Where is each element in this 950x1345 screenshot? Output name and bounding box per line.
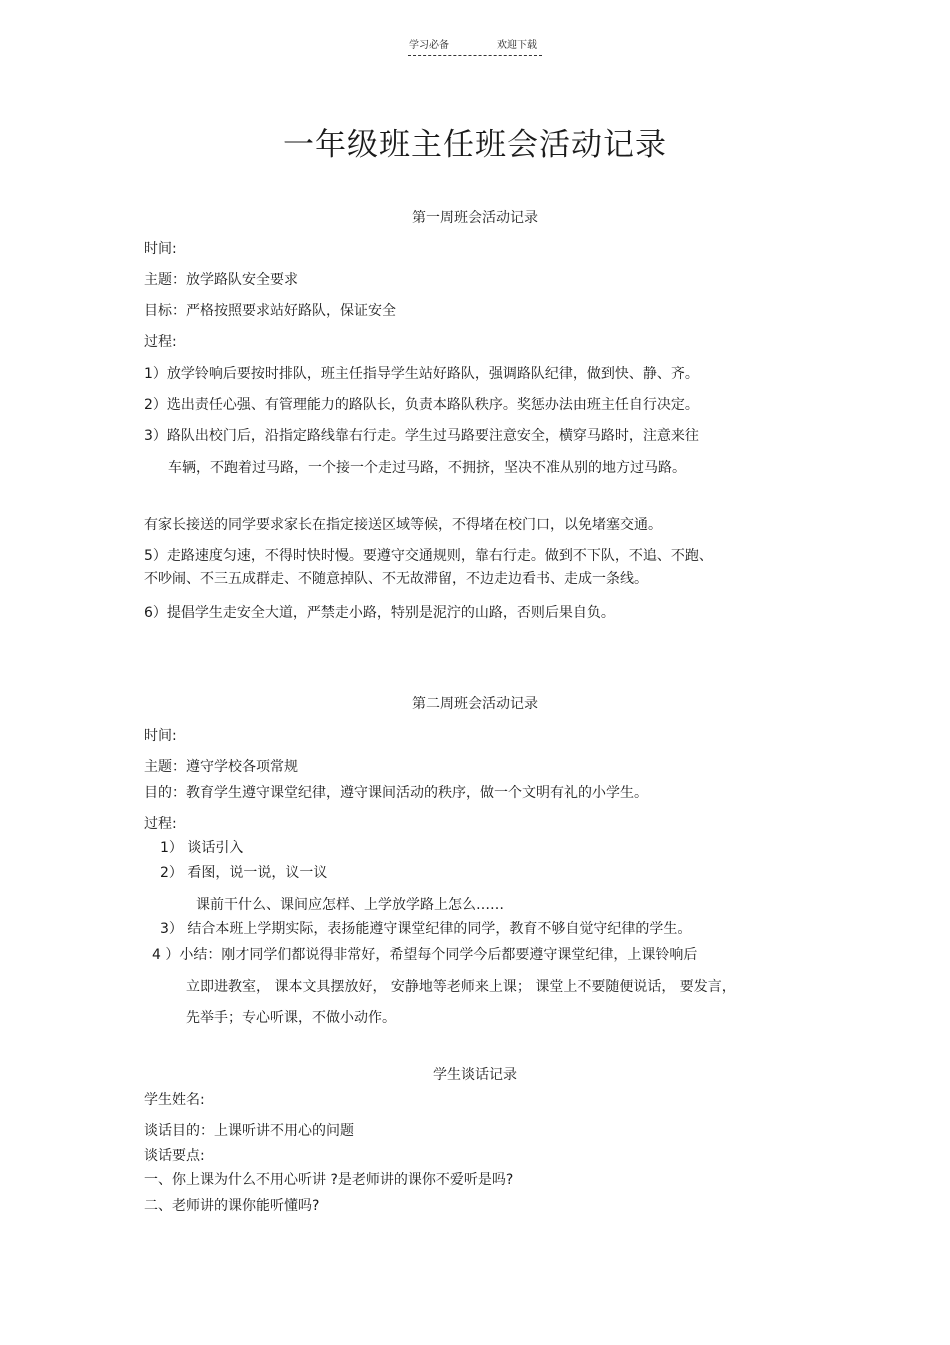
week2-step-3: 3） 结合本班上学期实际，表扬能遵守课堂纪律的同学，教育不够自觉守纪律的学生。 bbox=[160, 921, 692, 937]
week1-step-6: 6）提倡学生走安全大道，严禁走小路，特别是泥泞的山路，否则后果自负。 bbox=[144, 605, 615, 621]
week2-step-4-line1: 4 ）小结：刚才同学们都说得非常好，希望每个同学今后都要遵守课堂纪律，上课铃响后 bbox=[152, 947, 698, 963]
week2-goal: 目的：教育学生遵守课堂纪律，遵守课间活动的秩序，做一个文明有礼的小学生。 bbox=[144, 785, 648, 801]
week1-process-label: 过程: bbox=[144, 334, 177, 350]
week1-step-3-line1: 3）路队出校门后，沿指定路线靠右行走。学生过马路要注意安全，横穿马路时，注意来往 bbox=[144, 428, 699, 444]
header-left-text: 学习必备 bbox=[409, 40, 449, 51]
week1-step-4: 有家长接送的同学要求家长在指定接送区域等候，不得堵在校门口，以免堵塞交通。 bbox=[144, 517, 662, 533]
week2-step-2: 2） 看图，说一说，议一议 bbox=[160, 865, 328, 881]
week1-step-2: 2）选出责任心强、有管理能力的路队长，负责本路队秩序。奖惩办法由班主任自行决定。 bbox=[144, 397, 699, 413]
talk-student-name: 学生姓名: bbox=[144, 1092, 205, 1108]
talk-question-2: 二、老师讲的课你能听懂吗? bbox=[144, 1198, 320, 1214]
week2-step-1: 1） 谈话引入 bbox=[160, 840, 244, 856]
talk-purpose: 谈话目的：上课听讲不用心的问题 bbox=[144, 1123, 354, 1139]
week2-step-4-line3: 先举手；专心听课，不做小动作。 bbox=[186, 1010, 396, 1026]
week2-heading: 第二周班会活动记录 bbox=[412, 696, 538, 712]
week1-goal: 目标：严格按照要求站好路队，保证安全 bbox=[144, 303, 396, 319]
week1-step-1: 1）放学铃响后要按时排队，班主任指导学生站好路队，强调路队纪律，做到快、静、齐。 bbox=[144, 366, 699, 382]
document-title: 一年级班主任班会活动记录 bbox=[283, 127, 667, 163]
week2-step-4-line2: 立即进教室， 课本文具摆放好， 安静地等老师来上课； 课堂上不要随便说话， 要发言， bbox=[186, 979, 736, 995]
week2-step-2-detail: 课前干什么、课间应怎样、上学放学路上怎么…… bbox=[196, 897, 504, 913]
week2-time: 时间: bbox=[144, 728, 177, 744]
week1-step-5-line1: 5）走路速度匀速，不得时快时慢。要遵守交通规则，靠右行走。做到不下队，不追、不跑、 bbox=[144, 548, 713, 564]
week2-process-label: 过程: bbox=[144, 816, 177, 832]
week1-step-5-line2: 不吵闹、不三五成群走、不随意掉队、不无故滞留，不边走边看书、走成一条线。 bbox=[144, 571, 648, 587]
week1-topic: 主题：放学路队安全要求 bbox=[144, 272, 298, 288]
header-right-text: 欢迎下载 bbox=[497, 40, 537, 51]
talk-heading: 学生谈话记录 bbox=[433, 1067, 517, 1083]
talk-question-1: 一、你上课为什么不用心听讲 ?是老师讲的课你不爱听是吗? bbox=[144, 1172, 514, 1188]
header-divider bbox=[408, 55, 542, 56]
week1-heading: 第一周班会活动记录 bbox=[412, 210, 538, 226]
week1-time: 时间: bbox=[144, 241, 177, 257]
week2-topic: 主题：遵守学校各项常规 bbox=[144, 759, 298, 775]
talk-points-label: 谈话要点: bbox=[144, 1148, 205, 1164]
week1-step-3-line2: 车辆，不跑着过马路，一个接一个走过马路，不拥挤，坚决不准从别的地方过马路。 bbox=[168, 460, 686, 476]
